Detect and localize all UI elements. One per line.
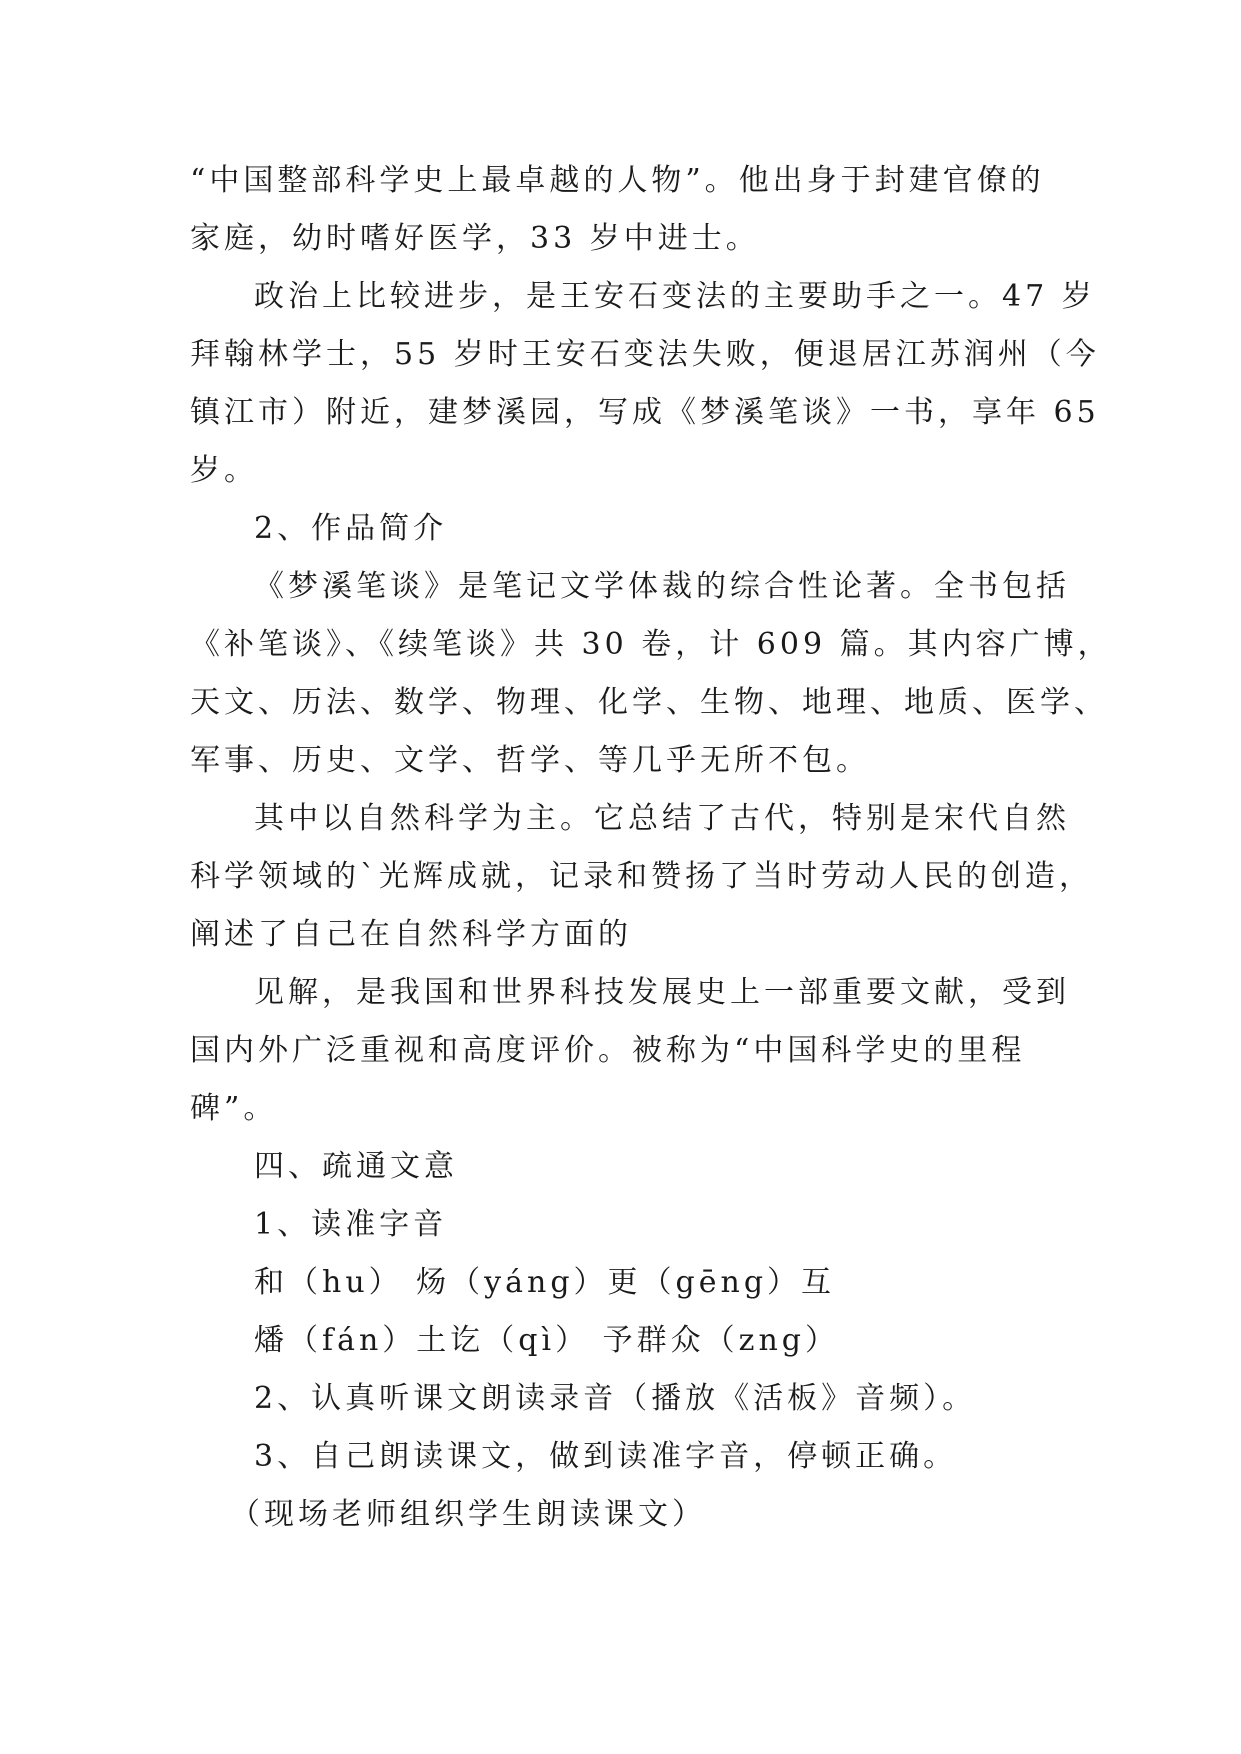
paragraph-line: 见解，是我国和世界科技发展史上一部重要文献，受到 bbox=[254, 975, 1070, 1010]
paragraph-line: 政治上比较进步，是王安石变法的主要助手之一。47 岁 bbox=[254, 279, 1096, 314]
pronunciation-line: 和（hu） 炀（yáng）更（gēng）互 bbox=[254, 1265, 836, 1300]
instruction-line: 3、自己朗读课文，做到读准字音，停顿正确。 bbox=[254, 1439, 958, 1474]
text-line: 科学领域的`光辉成就，记录和赞扬了当时劳动人民的创造， bbox=[190, 859, 1093, 894]
text-line: 镇江市）附近，建梦溪园，写成《梦溪笔谈》一书，享年 65 bbox=[190, 395, 1100, 430]
text-line: 拜翰林学士，55 岁时王安石变法失败，便退居江苏润州（今 bbox=[190, 337, 1100, 372]
text-line: 国内外广泛重视和高度评价。被称为“中国科学史的里程 bbox=[190, 1033, 1026, 1068]
document-body bbox=[190, 152, 1112, 1544]
subsection-heading: 1、读准字音 bbox=[254, 1207, 448, 1242]
text-line: 碑”。 bbox=[190, 1091, 278, 1126]
section-heading: 2、作品简介 bbox=[254, 511, 448, 546]
text-line: 《补笔谈》、《续笔谈》共 30 卷，计 609 篇。其内容广博， bbox=[190, 627, 1112, 662]
text-line: 阐述了自己在自然科学方面的 bbox=[190, 917, 632, 952]
section-heading: 四、疏通文意 bbox=[254, 1149, 458, 1184]
text-line: 岁。 bbox=[190, 453, 258, 488]
text-line: 天文、历法、数学、物理、化学、生物、地理、地质、医学、 bbox=[190, 685, 1108, 720]
text-line: 军事、历史、文学、哲学、等几乎无所不包。 bbox=[190, 743, 870, 778]
text-line: 家庭，幼时嗜好医学，33 岁中进士。 bbox=[190, 221, 760, 256]
note-line: （现场老师组织学生朗读课文） bbox=[230, 1497, 706, 1532]
paragraph-line: 《梦溪笔谈》是笔记文学体裁的综合性论著。全书包括 bbox=[254, 569, 1070, 604]
pronunciation-line: 燔（fán）土讫（qì） 予群众（zng） bbox=[254, 1323, 839, 1358]
instruction-line: 2、认真听课文朗读录音（播放《活板》音频）。 bbox=[254, 1381, 977, 1416]
paragraph-line: 其中以自然科学为主。它总结了古代，特别是宋代自然 bbox=[254, 801, 1070, 836]
text-line: “中国整部科学史上最卓越的人物”。他出身于封建官僚的 bbox=[190, 163, 1045, 198]
